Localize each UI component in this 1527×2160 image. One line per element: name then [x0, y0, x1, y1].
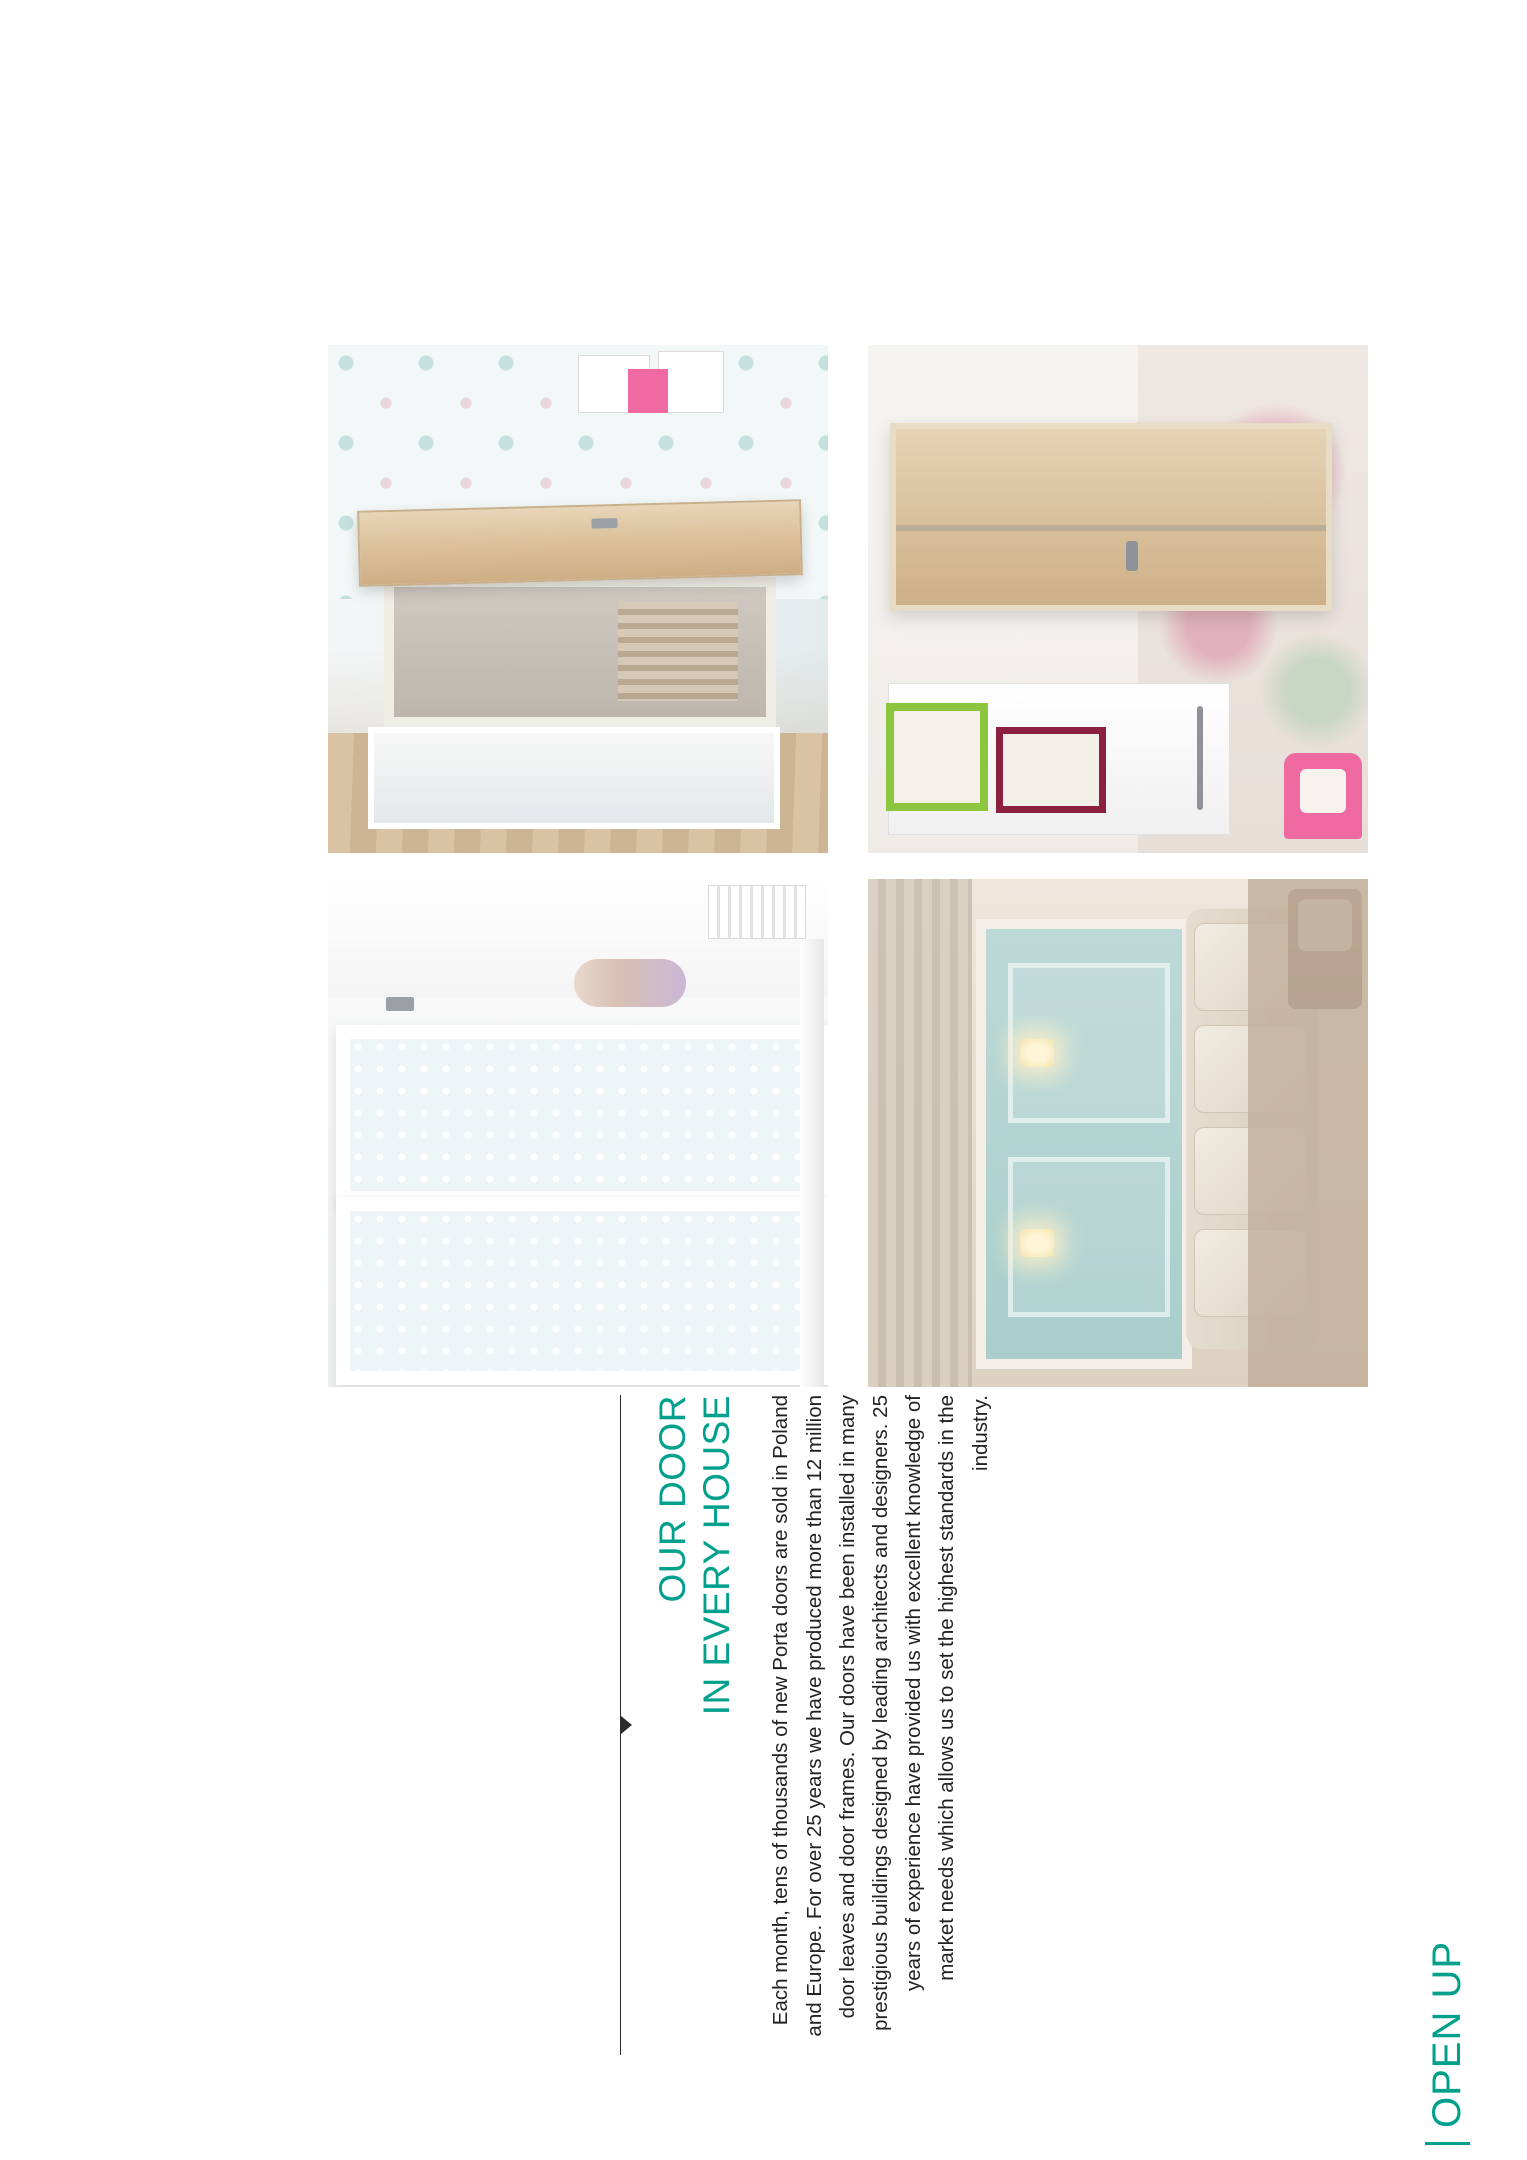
staircase — [618, 601, 738, 701]
brand-slogan: OPEN UP — [1425, 1941, 1470, 2145]
divider-with-arrow — [620, 1395, 621, 2055]
gallery-photo-living-room-mint-doors — [868, 879, 1368, 1387]
pink-chair — [1284, 753, 1362, 839]
gallery-photo-children-room-open-door — [328, 345, 828, 853]
footer-slogan-block — [1425, 1941, 1470, 2145]
doorway-opening — [384, 577, 776, 727]
mint-double-doors — [976, 919, 1192, 1369]
door-groove — [896, 525, 1326, 531]
page-title-line1: OUR DOOR — [652, 1395, 693, 1603]
article-body: Each month, tens of thousands of new Porta doors are sold in Poland and Europe. For over 25 years we have produced more than 12 million door leaves and door frames. Our doors have been installed in many prestigious buildings designed by leading architects and designers. 25 years of experience have provided us with excellent knowledge of market needs which allows us to set the highest standards in the industry. — [769, 1395, 992, 2037]
photo-image — [328, 345, 828, 853]
cabinet-handle — [1197, 706, 1203, 810]
page-title-line2: IN EVERY HOUSE — [695, 1395, 737, 1716]
door-leaf — [890, 423, 1332, 611]
photo-image — [868, 345, 1368, 853]
wall-lamp — [1020, 1229, 1054, 1257]
shelf-box — [628, 369, 668, 413]
radiator — [708, 885, 806, 939]
page-title — [651, 1395, 738, 2055]
glass-panel — [368, 727, 780, 829]
wall-lamp — [1020, 1039, 1054, 1067]
door-handle — [1126, 541, 1138, 571]
door-lock — [386, 997, 414, 1011]
article-copy-block — [620, 1395, 997, 2055]
door-handle — [591, 518, 617, 529]
plum-shelf-box — [996, 727, 1106, 813]
wall-art — [1248, 879, 1368, 1387]
gallery-photo-kitchen-oak-door-mural — [868, 345, 1368, 853]
photo-image — [328, 879, 828, 1387]
photo-gallery — [328, 345, 1368, 1387]
door-panel — [336, 1025, 828, 1205]
door-frame — [800, 939, 824, 1387]
photo-image — [868, 879, 1368, 1387]
door-panel — [336, 1197, 828, 1385]
baby — [574, 959, 686, 1007]
curtain — [868, 879, 972, 1387]
door-leaf — [357, 499, 803, 587]
gallery-photo-white-panelled-doors-baby — [328, 879, 828, 1387]
green-shelf-box — [886, 703, 988, 811]
